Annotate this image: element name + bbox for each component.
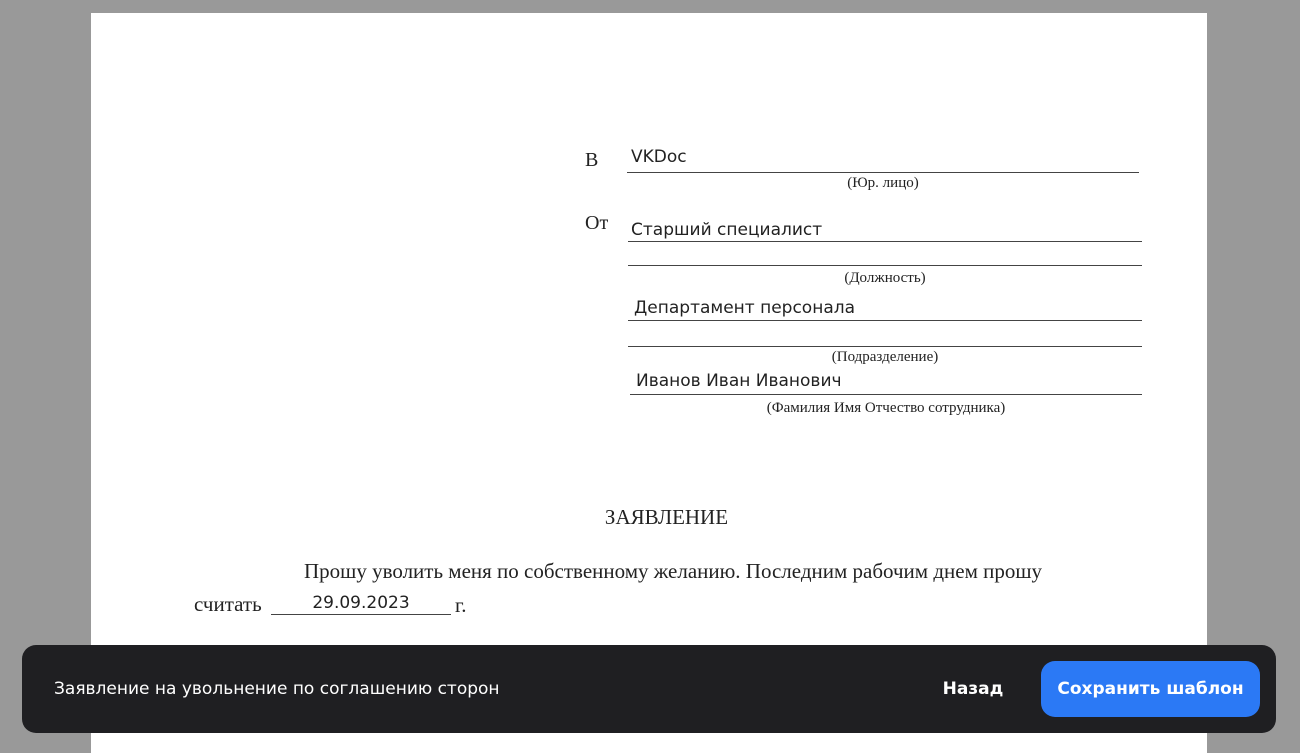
company-underline [627, 172, 1139, 173]
back-button[interactable]: Назад [930, 661, 1016, 717]
save-template-button[interactable]: Сохранить шаблон [1041, 661, 1260, 717]
department-field[interactable]: Департамент персонала [634, 298, 856, 318]
employee-caption: (Фамилия Имя Отчество сотрудника) [766, 400, 1006, 416]
department-underline [628, 320, 1142, 321]
employee-name-underline [630, 394, 1142, 395]
date-field[interactable]: 29.09.2023 [312, 593, 410, 613]
document-page [91, 13, 1207, 753]
employee-name-field[interactable]: Иванов Иван Иванович [636, 371, 842, 391]
position-underline-2 [628, 265, 1142, 266]
date-underline [271, 614, 451, 615]
bottom-action-bar [22, 645, 1276, 733]
department-caption: (Подразделение) [831, 349, 939, 365]
from-prefix: От [585, 212, 609, 234]
template-title: Заявление на увольнение по соглашению сторон [54, 679, 500, 699]
body-text-prefix: считать [194, 592, 262, 616]
to-prefix: В [585, 149, 599, 171]
position-field[interactable]: Старший специалист [631, 220, 823, 240]
company-caption: (Юр. лицо) [847, 175, 919, 191]
body-text-line-1: Прошу уволить меня по собственному желанию. Последним рабочим днем прошу [304, 559, 1043, 583]
department-underline-2 [628, 346, 1142, 347]
position-underline [628, 241, 1142, 242]
position-caption: (Должность) [844, 270, 926, 286]
company-field[interactable]: VKDoc [631, 147, 687, 167]
document-heading: ЗАЯВЛЕНИЕ [604, 505, 729, 529]
date-suffix: г. [455, 593, 467, 617]
